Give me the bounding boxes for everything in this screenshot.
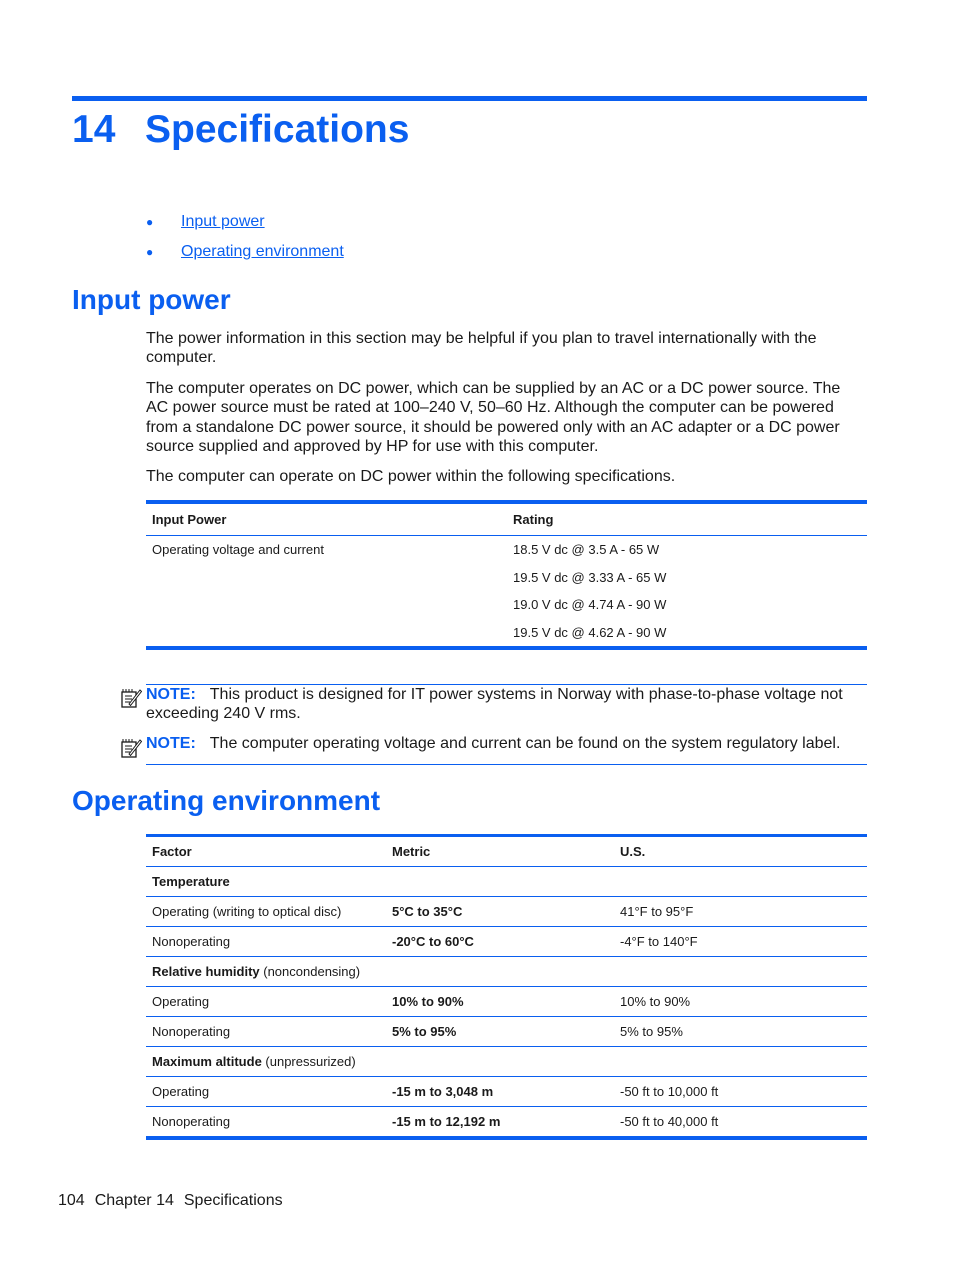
metric-cell: -15 m to 12,192 m xyxy=(392,1114,501,1129)
metric-cell: 5% to 95% xyxy=(386,1017,614,1047)
bullet-icon: ● xyxy=(146,245,154,259)
rating-value: 19.0 V dc @ 4.74 A - 90 W xyxy=(513,597,667,612)
table-cell: Operating voltage and current xyxy=(152,542,324,557)
note-text: The computer operating voltage and current can be found on the system regulatory label. xyxy=(209,735,841,752)
factor-cell: Operating xyxy=(146,1077,386,1107)
input-power-table xyxy=(146,500,867,650)
us-cell: 10% to 90% xyxy=(614,987,867,1017)
group-name: Relative humidity xyxy=(152,964,260,979)
note-rule-bottom xyxy=(146,764,867,765)
table-header-row xyxy=(146,502,867,536)
note-icon xyxy=(120,687,142,709)
chapter-title xyxy=(72,104,409,156)
table-header-cell: Metric xyxy=(386,836,614,867)
chapter-top-rule xyxy=(72,96,867,101)
input-power-para-1: The power information in this section may be helpful if you plan to travel internationally with the computer. xyxy=(146,330,817,367)
group-suffix: (noncondensing) xyxy=(259,964,361,979)
factor-cell: Nonoperating xyxy=(146,1017,386,1047)
chapter-title-text: Specifications xyxy=(145,108,410,151)
rating-cell xyxy=(507,536,867,649)
footer-title: Specifications xyxy=(183,1192,283,1209)
chapter-toc xyxy=(146,210,344,270)
note-norway xyxy=(146,685,867,724)
footer-chapter: Chapter 14 xyxy=(94,1192,174,1209)
us-cell: 41°F to 95°F xyxy=(614,897,867,927)
table-row xyxy=(146,927,867,957)
table-header-cell: Factor xyxy=(146,836,386,867)
section-title-input-power: Input power xyxy=(72,284,231,315)
rating-value: 19.5 V dc @ 3.33 A - 65 W xyxy=(513,569,667,585)
page-number: 104 xyxy=(58,1192,85,1209)
table-header-cell: Rating xyxy=(507,502,867,536)
input-power-para-3: The computer can operate on DC power within the following specifications. xyxy=(146,468,676,485)
factor-cell: Nonoperating xyxy=(152,1114,231,1129)
toc-item-operating-environment xyxy=(146,240,344,270)
us-cell: 5% to 95% xyxy=(614,1017,867,1047)
note-text: This product is designed for IT power systems in Norway with phase-to-phase voltage not exceeding 240 V rms. xyxy=(146,686,843,723)
group-cell xyxy=(146,1047,867,1077)
table-header-row xyxy=(146,836,867,867)
metric-cell: 10% to 90% xyxy=(386,987,614,1017)
table-row xyxy=(146,897,867,927)
toc-link-operating-environment[interactable]: Operating environment xyxy=(181,243,344,260)
note-regulatory-label xyxy=(146,734,867,753)
metric-cell: 5°C to 35°C xyxy=(386,897,614,927)
table-row xyxy=(146,987,867,1017)
page-footer xyxy=(58,1191,293,1211)
us-cell: -4°F to 140°F xyxy=(614,927,867,957)
group-name: Temperature xyxy=(152,874,230,889)
us-cell: -50 ft to 10,000 ft xyxy=(614,1077,867,1107)
us-cell: -50 ft to 40,000 ft xyxy=(620,1114,719,1129)
group-name: Maximum altitude xyxy=(152,1054,262,1069)
input-power-para-2: The computer operates on DC power, which can be supplied by an AC or a DC power source. The AC power source must be rated at 100–240 V, 50–60 Hz. Although the computer can be powered from a standalone DC power source, it should be powered only with an AC adapter or a DC power source supplied and approved by HP for use with this computer. xyxy=(146,380,841,455)
table-row xyxy=(146,536,867,649)
group-row-temperature xyxy=(146,867,867,897)
table-row xyxy=(146,1107,867,1139)
group-suffix: (unpressurized) xyxy=(261,1054,356,1069)
table-header-cell: Input Power xyxy=(146,502,507,536)
note-label: NOTE: xyxy=(146,735,196,752)
note-label: NOTE: xyxy=(146,686,196,703)
operating-environment-table xyxy=(146,834,867,1140)
group-cell xyxy=(146,957,867,987)
table-row xyxy=(146,1077,867,1107)
factor-cell: Nonoperating xyxy=(146,927,386,957)
note-icon xyxy=(120,737,142,759)
factor-cell: Operating xyxy=(146,987,386,1017)
rating-value: 19.5 V dc @ 4.62 A - 90 W xyxy=(513,624,667,640)
rating-value: 18.5 V dc @ 3.5 A - 65 W xyxy=(513,542,660,557)
bullet-icon: ● xyxy=(146,215,154,229)
group-row-relative-humidity xyxy=(146,957,867,987)
toc-item-input-power xyxy=(146,210,344,240)
table-row xyxy=(146,1017,867,1047)
toc-link-input-power[interactable]: Input power xyxy=(181,213,265,230)
section-title-operating-environment: Operating environment xyxy=(72,785,381,816)
factor-cell: Operating (writing to optical disc) xyxy=(146,897,386,927)
metric-cell: -20°C to 60°C xyxy=(386,927,614,957)
group-cell xyxy=(146,867,867,897)
chapter-number: 14 xyxy=(72,108,116,151)
table-header-cell: U.S. xyxy=(614,836,867,867)
group-row-maximum-altitude xyxy=(146,1047,867,1077)
metric-cell: -15 m to 3,048 m xyxy=(386,1077,614,1107)
